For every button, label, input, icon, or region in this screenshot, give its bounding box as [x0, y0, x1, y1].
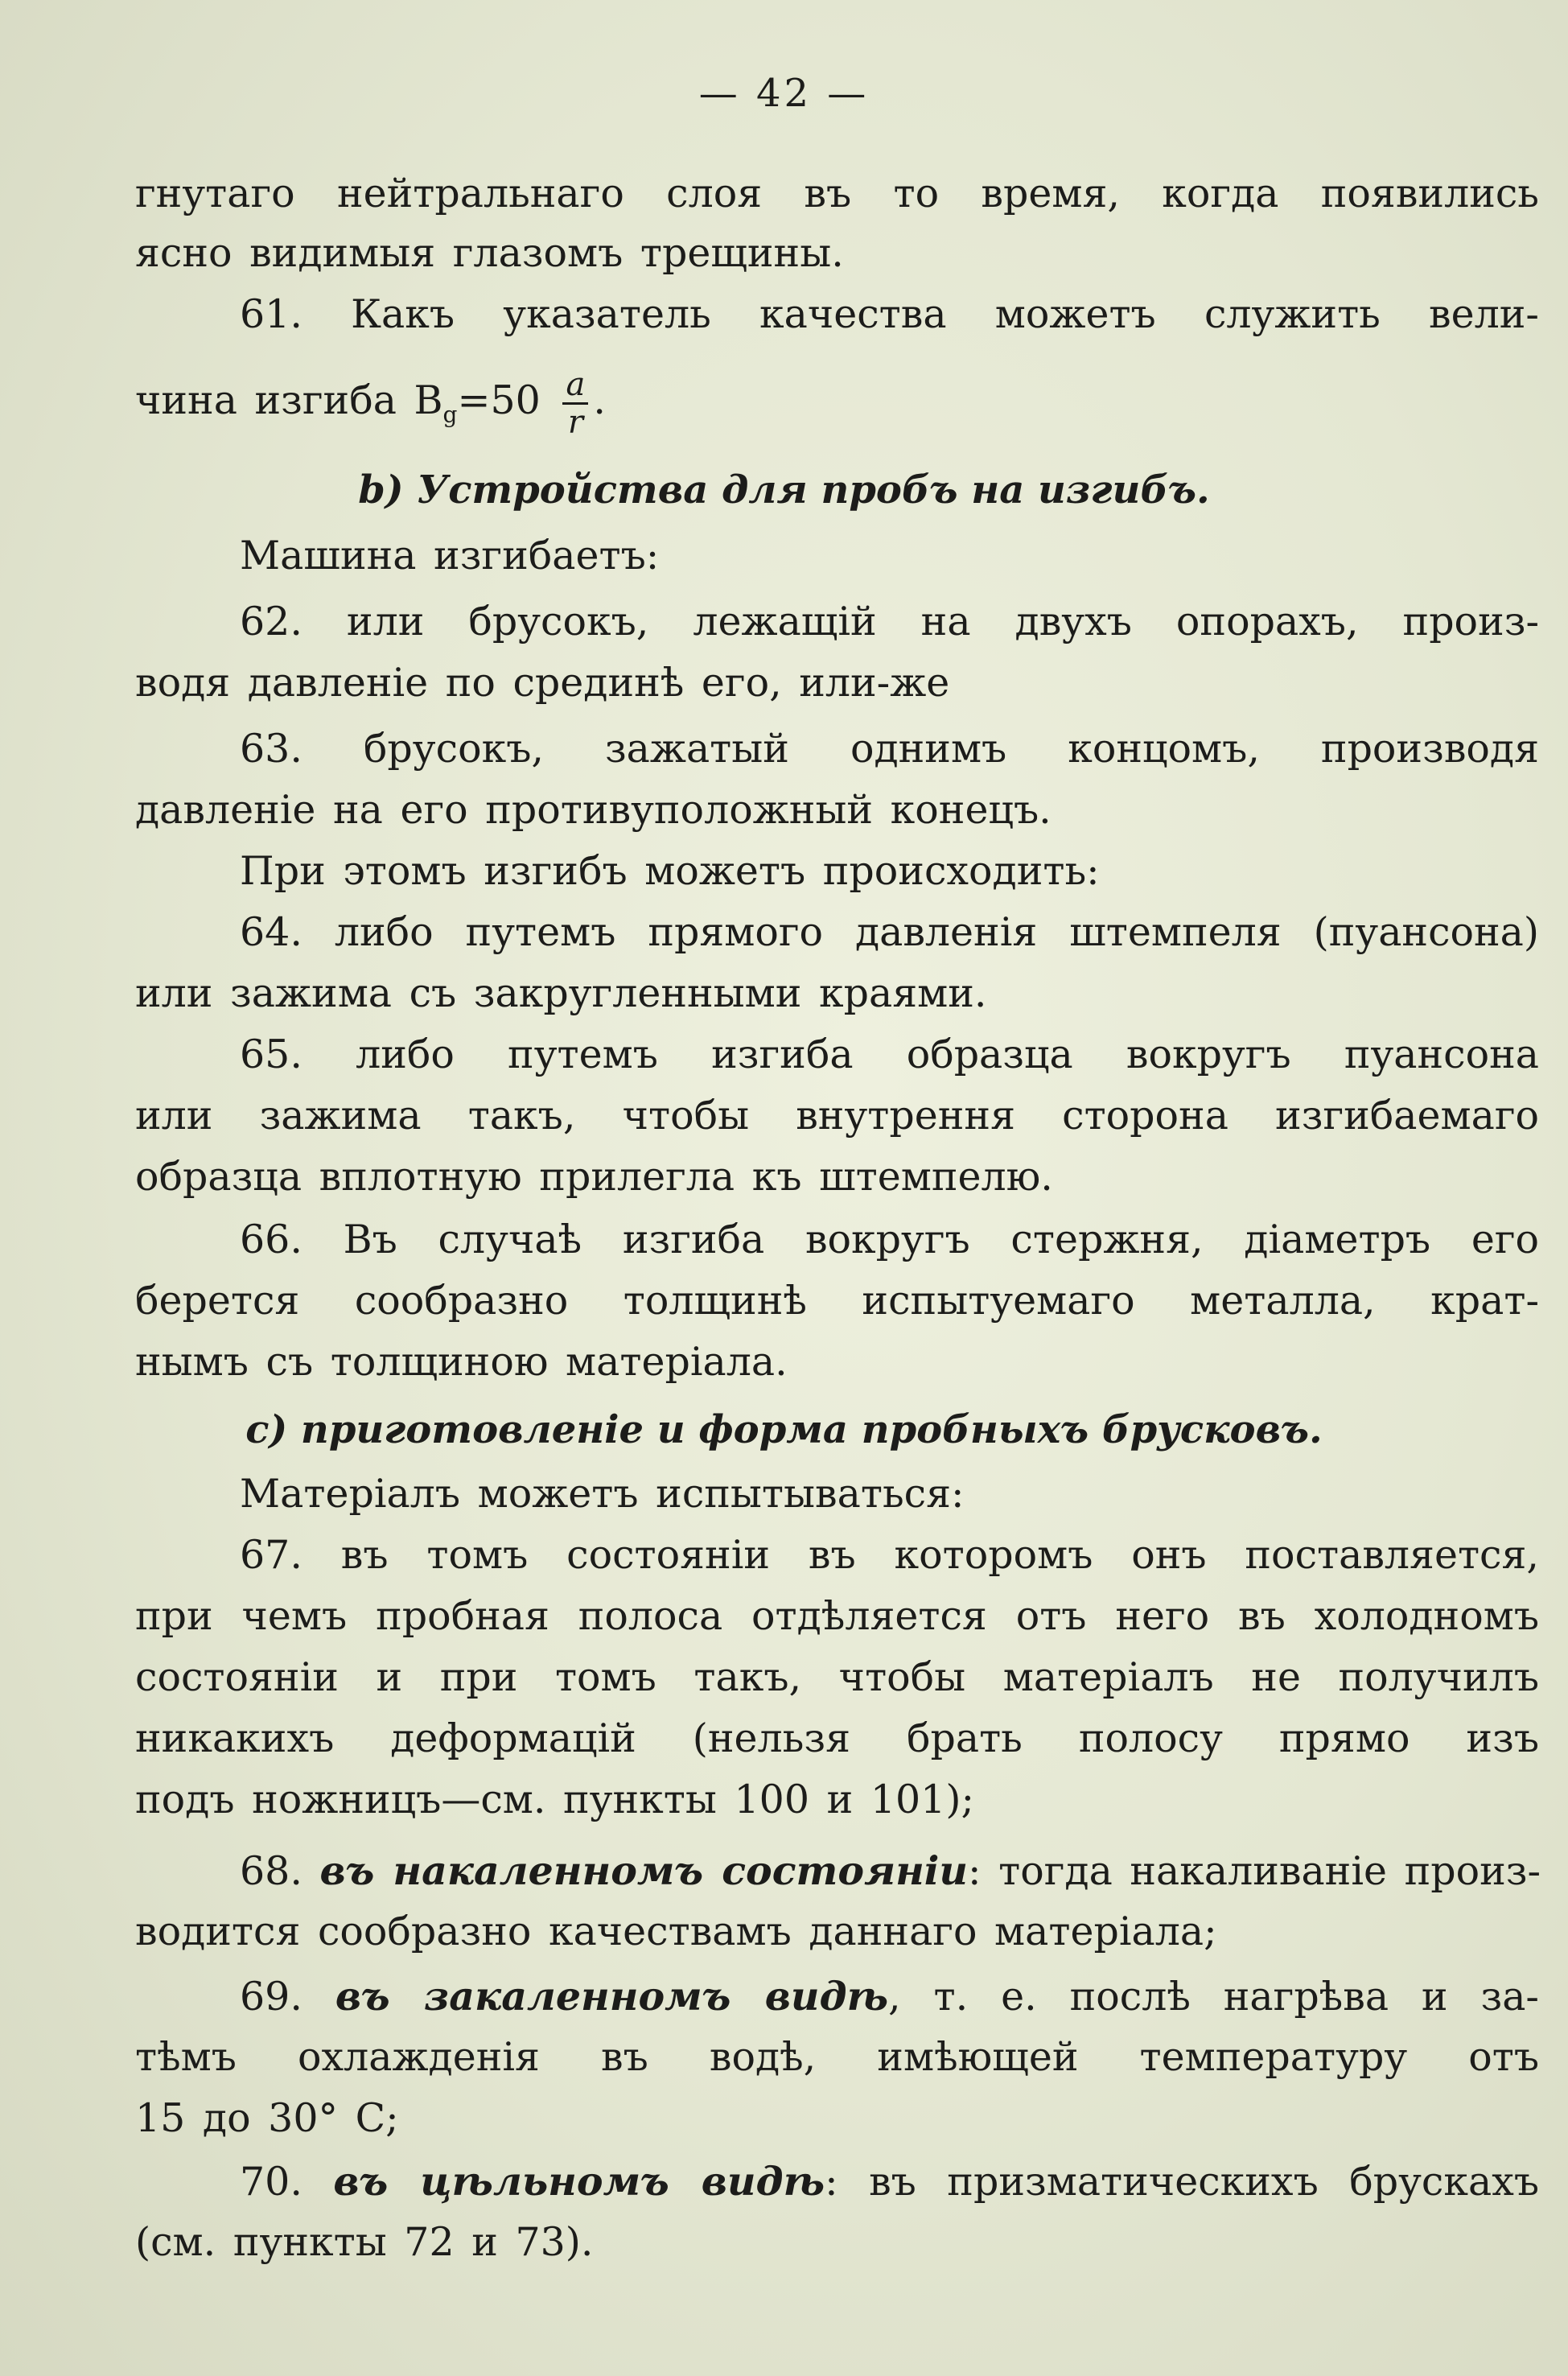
- text-line: образца вплотную прилегла къ штемпелю.: [135, 1154, 1053, 1200]
- text-line: подъ ножницъ—см. пункты 100 и 101);: [135, 1777, 974, 1822]
- text-line: нымъ съ толщиною матеріала.: [135, 1339, 788, 1385]
- paragraph-64-line: 64. либо путемъ прямого давленія штемпеля (пуансона): [240, 909, 1539, 955]
- text-span: , т. е. послѣ нагрѣва и за-: [888, 1974, 1539, 2020]
- text-line: берется сообразно толщинѣ испытуемаго металла, крат-: [135, 1278, 1539, 1324]
- paragraph-66-line: 66. Въ случаѣ изгиба вокругъ стержня, діаметръ его: [240, 1217, 1539, 1262]
- text-line: гнутаго нейтральнаго слоя въ то время, когда появились: [135, 171, 1539, 216]
- text-line: состояніи и при томъ такъ, чтобы матеріалъ не получилъ: [135, 1654, 1539, 1700]
- text-line: никакихъ деформацій (нельзя брать полосу прямо изъ: [135, 1715, 1539, 1761]
- paragraph-63-line: 63. брусокъ, зажатый однимъ концомъ, производя: [240, 726, 1539, 772]
- paragraph-65-line: 65. либо путемъ изгиба образца вокругъ пуансона: [240, 1032, 1539, 1077]
- formula-line: [135, 367, 1539, 440]
- text-line: давленіе на его противуположный конецъ.: [135, 787, 1052, 833]
- text-line: при чемъ пробная полоса отдѣляется отъ него въ холодномъ: [135, 1593, 1539, 1639]
- text-line: Матеріалъ можетъ испытываться:: [240, 1471, 965, 1517]
- emphasis-text: въ накаленномъ состояніи: [319, 1847, 969, 1894]
- fraction-denominator: r: [567, 404, 583, 441]
- text-line: ясно видимыя глазомъ трещины.: [135, 230, 844, 276]
- paragraph-68-line: [135, 1846, 1539, 1896]
- item-number: 68.: [240, 1848, 302, 1894]
- item-number: 69.: [240, 1974, 302, 2020]
- text-line: 15 до 30° С;: [135, 2095, 399, 2141]
- text-line: (см. пункты 72 и 73).: [135, 2219, 594, 2265]
- text-line: Машина изгибаетъ:: [240, 533, 660, 579]
- text-line: тѣмъ охлажденія въ водѣ, имѣющей температуру отъ: [135, 2034, 1539, 2080]
- page-number: — 42 —: [698, 71, 870, 116]
- item-number: 70.: [240, 2159, 302, 2205]
- paragraph-69-line: [135, 1971, 1539, 2022]
- fraction: [562, 367, 588, 440]
- text-line: водится сообразно качествамъ даннаго матеріала;: [135, 1909, 1217, 1954]
- formula-prefix: чина изгиба B: [135, 377, 443, 423]
- paragraph-67-line: 67. въ томъ состояніи въ которомъ онъ поставляется,: [240, 1532, 1539, 1578]
- fraction-numerator: a: [562, 367, 588, 405]
- text-line: или зажима съ закругленными краями.: [135, 970, 987, 1016]
- paragraph-62-line: 62. или брусокъ, лежащій на двухъ опорахъ, произ-: [240, 599, 1539, 644]
- section-heading-b: b) Устройства для пробъ на изгибъ.: [358, 467, 1210, 513]
- paragraph-70-line: [135, 2156, 1539, 2207]
- paragraph-61-line: 61. Какъ указатель качества можетъ служить вели-: [240, 291, 1539, 337]
- emphasis-text: въ закаленномъ видѣ: [335, 1973, 889, 2020]
- text-line: водя давленіе по срединѣ его, или-же: [135, 660, 950, 706]
- text-span: : въ призматическихъ брускахъ: [825, 2159, 1540, 2205]
- formula-period: .: [593, 377, 606, 423]
- formula-subscript: g: [442, 401, 458, 428]
- text-line: или зажима такъ, чтобы внутрення сторона изгибаемаго: [135, 1093, 1539, 1139]
- text-span: : тогда накаливаніе произ-: [968, 1848, 1541, 1894]
- emphasis-text: въ цѣльномъ видѣ: [333, 2158, 825, 2205]
- text-line: При этомъ изгибъ можетъ происходить:: [240, 848, 1100, 894]
- formula-equals: =50: [457, 377, 541, 423]
- section-heading-c: c) приготовленіе и форма пробныхъ брусковъ.: [245, 1407, 1323, 1452]
